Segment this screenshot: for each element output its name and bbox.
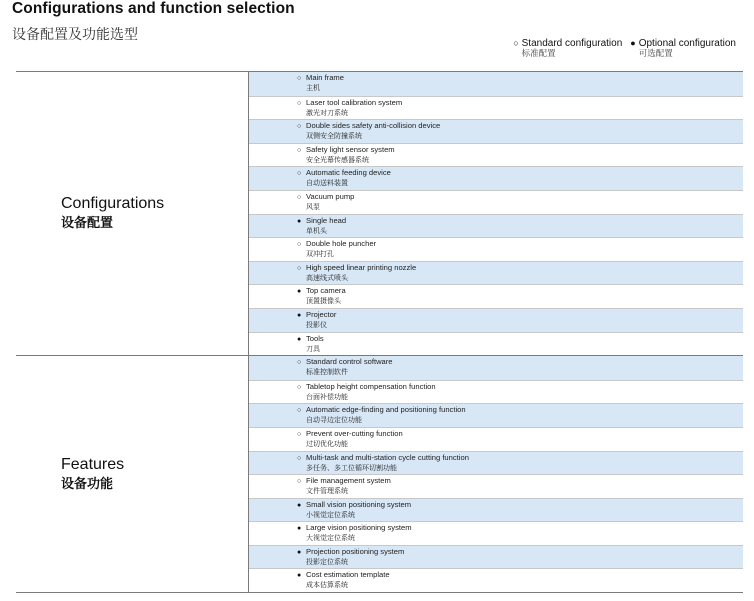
list-item [249, 214, 743, 238]
legend-standard-label: Standard configuration [521, 38, 623, 49]
list-item [249, 545, 743, 569]
section-configurations [16, 72, 743, 356]
section-title: Configurations [61, 195, 165, 213]
item-label-zh: 激光对刀系统 [306, 108, 348, 117]
item-label: Double sides safety anti-collision device [306, 121, 441, 131]
item-label: Safety light sensor system [306, 144, 395, 154]
open-circle-icon: ○ [297, 170, 302, 178]
open-circle-icon: ○ [513, 38, 519, 48]
list-item [249, 521, 743, 545]
item-label-zh: 顶置摄像头 [306, 297, 341, 306]
open-circle-icon: ○ [297, 407, 302, 415]
item-label: Large vision positioning system [306, 523, 412, 533]
item-label: Tools [306, 333, 324, 343]
item-label: Automatic feeding device [306, 168, 391, 178]
item-label: High speed linear printing nozzle [306, 262, 417, 272]
open-circle-icon: ○ [297, 359, 302, 367]
page-title: Configurations and function selection [12, 0, 295, 17]
list-item [249, 284, 743, 308]
list-item [249, 237, 743, 261]
item-label-zh: 投影仪 [306, 320, 327, 329]
legend [513, 38, 736, 59]
item-label: Top camera [306, 286, 346, 296]
list-item [249, 119, 743, 143]
filled-circle-icon: ● [297, 288, 302, 296]
open-circle-icon: ○ [297, 99, 302, 107]
open-circle-icon: ○ [297, 454, 302, 462]
list-item [249, 427, 743, 451]
open-circle-icon: ○ [297, 75, 302, 82]
legend-optional-label-zh: 可选配置 [638, 49, 673, 59]
section-heading [16, 72, 249, 355]
item-label: Single head [306, 215, 347, 225]
configuration-table [16, 71, 743, 593]
legend-standard [513, 38, 622, 59]
list-item [249, 332, 743, 356]
item-label-zh: 过切优化功能 [306, 439, 348, 448]
open-circle-icon: ○ [297, 193, 302, 201]
list-item [249, 403, 743, 427]
item-label: Cost estimation template [306, 570, 390, 580]
item-label: Multi-task and multi-station cycle cutting function [306, 452, 469, 462]
item-label: Standard control software [306, 357, 393, 367]
item-label: Projection positioning system [306, 546, 405, 556]
item-label-zh: 文件管理系统 [306, 487, 348, 496]
item-label-zh: 多任务、多工位循环切割功能 [306, 463, 397, 472]
item-label-zh: 单机头 [306, 226, 327, 235]
item-label-zh: 风泵 [306, 202, 320, 211]
item-label: Small vision positioning system [306, 499, 412, 509]
item-label: File management system [306, 476, 391, 486]
list-item [249, 380, 743, 404]
filled-circle-icon: ● [297, 548, 302, 556]
filled-circle-icon: ● [297, 335, 302, 343]
open-circle-icon: ○ [297, 241, 302, 249]
item-label: Tabletop height compensation function [306, 381, 436, 391]
legend-standard-label-zh: 标准配置 [521, 49, 556, 59]
list-item [249, 96, 743, 120]
list-item [249, 190, 743, 214]
item-label: Projector [306, 309, 337, 319]
open-circle-icon: ○ [297, 146, 302, 154]
item-label-zh: 主机 [306, 84, 320, 92]
legend-optional-label: Optional configuration [638, 38, 736, 49]
legend-optional [630, 38, 736, 59]
item-label-zh: 成本估算系统 [306, 581, 348, 590]
list-item [249, 166, 743, 190]
item-label-zh: 双侧安全防撞系统 [306, 132, 362, 141]
section-title-zh: 设备功能 [61, 476, 114, 492]
open-circle-icon: ○ [297, 123, 302, 131]
item-label: Laser tool calibration system [306, 97, 403, 107]
filled-circle-icon: ● [297, 572, 302, 580]
open-circle-icon: ○ [297, 478, 302, 486]
filled-circle-icon: ● [297, 525, 302, 533]
item-label-zh: 小视觉定位系统 [306, 510, 355, 519]
page-subtitle: 设备配置及功能选型 [12, 27, 138, 43]
open-circle-icon: ○ [297, 383, 302, 391]
list-item [249, 451, 743, 475]
item-label-zh: 自动送料装置 [306, 179, 348, 188]
item-list [249, 356, 743, 592]
item-label: Main frame [306, 73, 344, 82]
item-label-zh: 投影定位系统 [306, 557, 348, 566]
open-circle-icon: ○ [297, 430, 302, 438]
item-list [249, 72, 743, 355]
list-item [249, 498, 743, 522]
section-title: Features [61, 455, 125, 473]
item-label-zh: 安全光幕传感器系统 [306, 155, 369, 164]
item-label: Double hole puncher [306, 239, 377, 249]
filled-circle-icon: ● [630, 38, 636, 48]
filled-circle-icon: ● [297, 217, 302, 225]
item-label-zh: 标准控制软件 [306, 368, 348, 377]
item-label: Automatic edge-finding and positioning function [306, 405, 466, 415]
list-item [249, 308, 743, 332]
item-label-zh: 台面补偿功能 [306, 392, 348, 401]
list-item [249, 568, 743, 592]
list-item [249, 143, 743, 167]
list-item [249, 356, 743, 380]
filled-circle-icon: ● [297, 501, 302, 509]
item-label-zh: 自动寻边定位功能 [306, 416, 362, 425]
section-heading [16, 356, 249, 592]
item-label: Prevent over-cutting function [306, 428, 403, 438]
list-item [249, 261, 743, 285]
item-label-zh: 双冲打孔 [306, 250, 334, 259]
list-item [249, 72, 743, 96]
item-label-zh: 刀具 [306, 344, 320, 353]
item-label-zh: 高速线式喷头 [306, 273, 348, 282]
item-label: Vacuum pump [306, 191, 355, 201]
item-label-zh: 大视觉定位系统 [306, 534, 355, 543]
filled-circle-icon: ● [297, 311, 302, 319]
list-item [249, 474, 743, 498]
section-title-zh: 设备配置 [61, 216, 114, 232]
section-features [16, 356, 743, 593]
open-circle-icon: ○ [297, 264, 302, 272]
